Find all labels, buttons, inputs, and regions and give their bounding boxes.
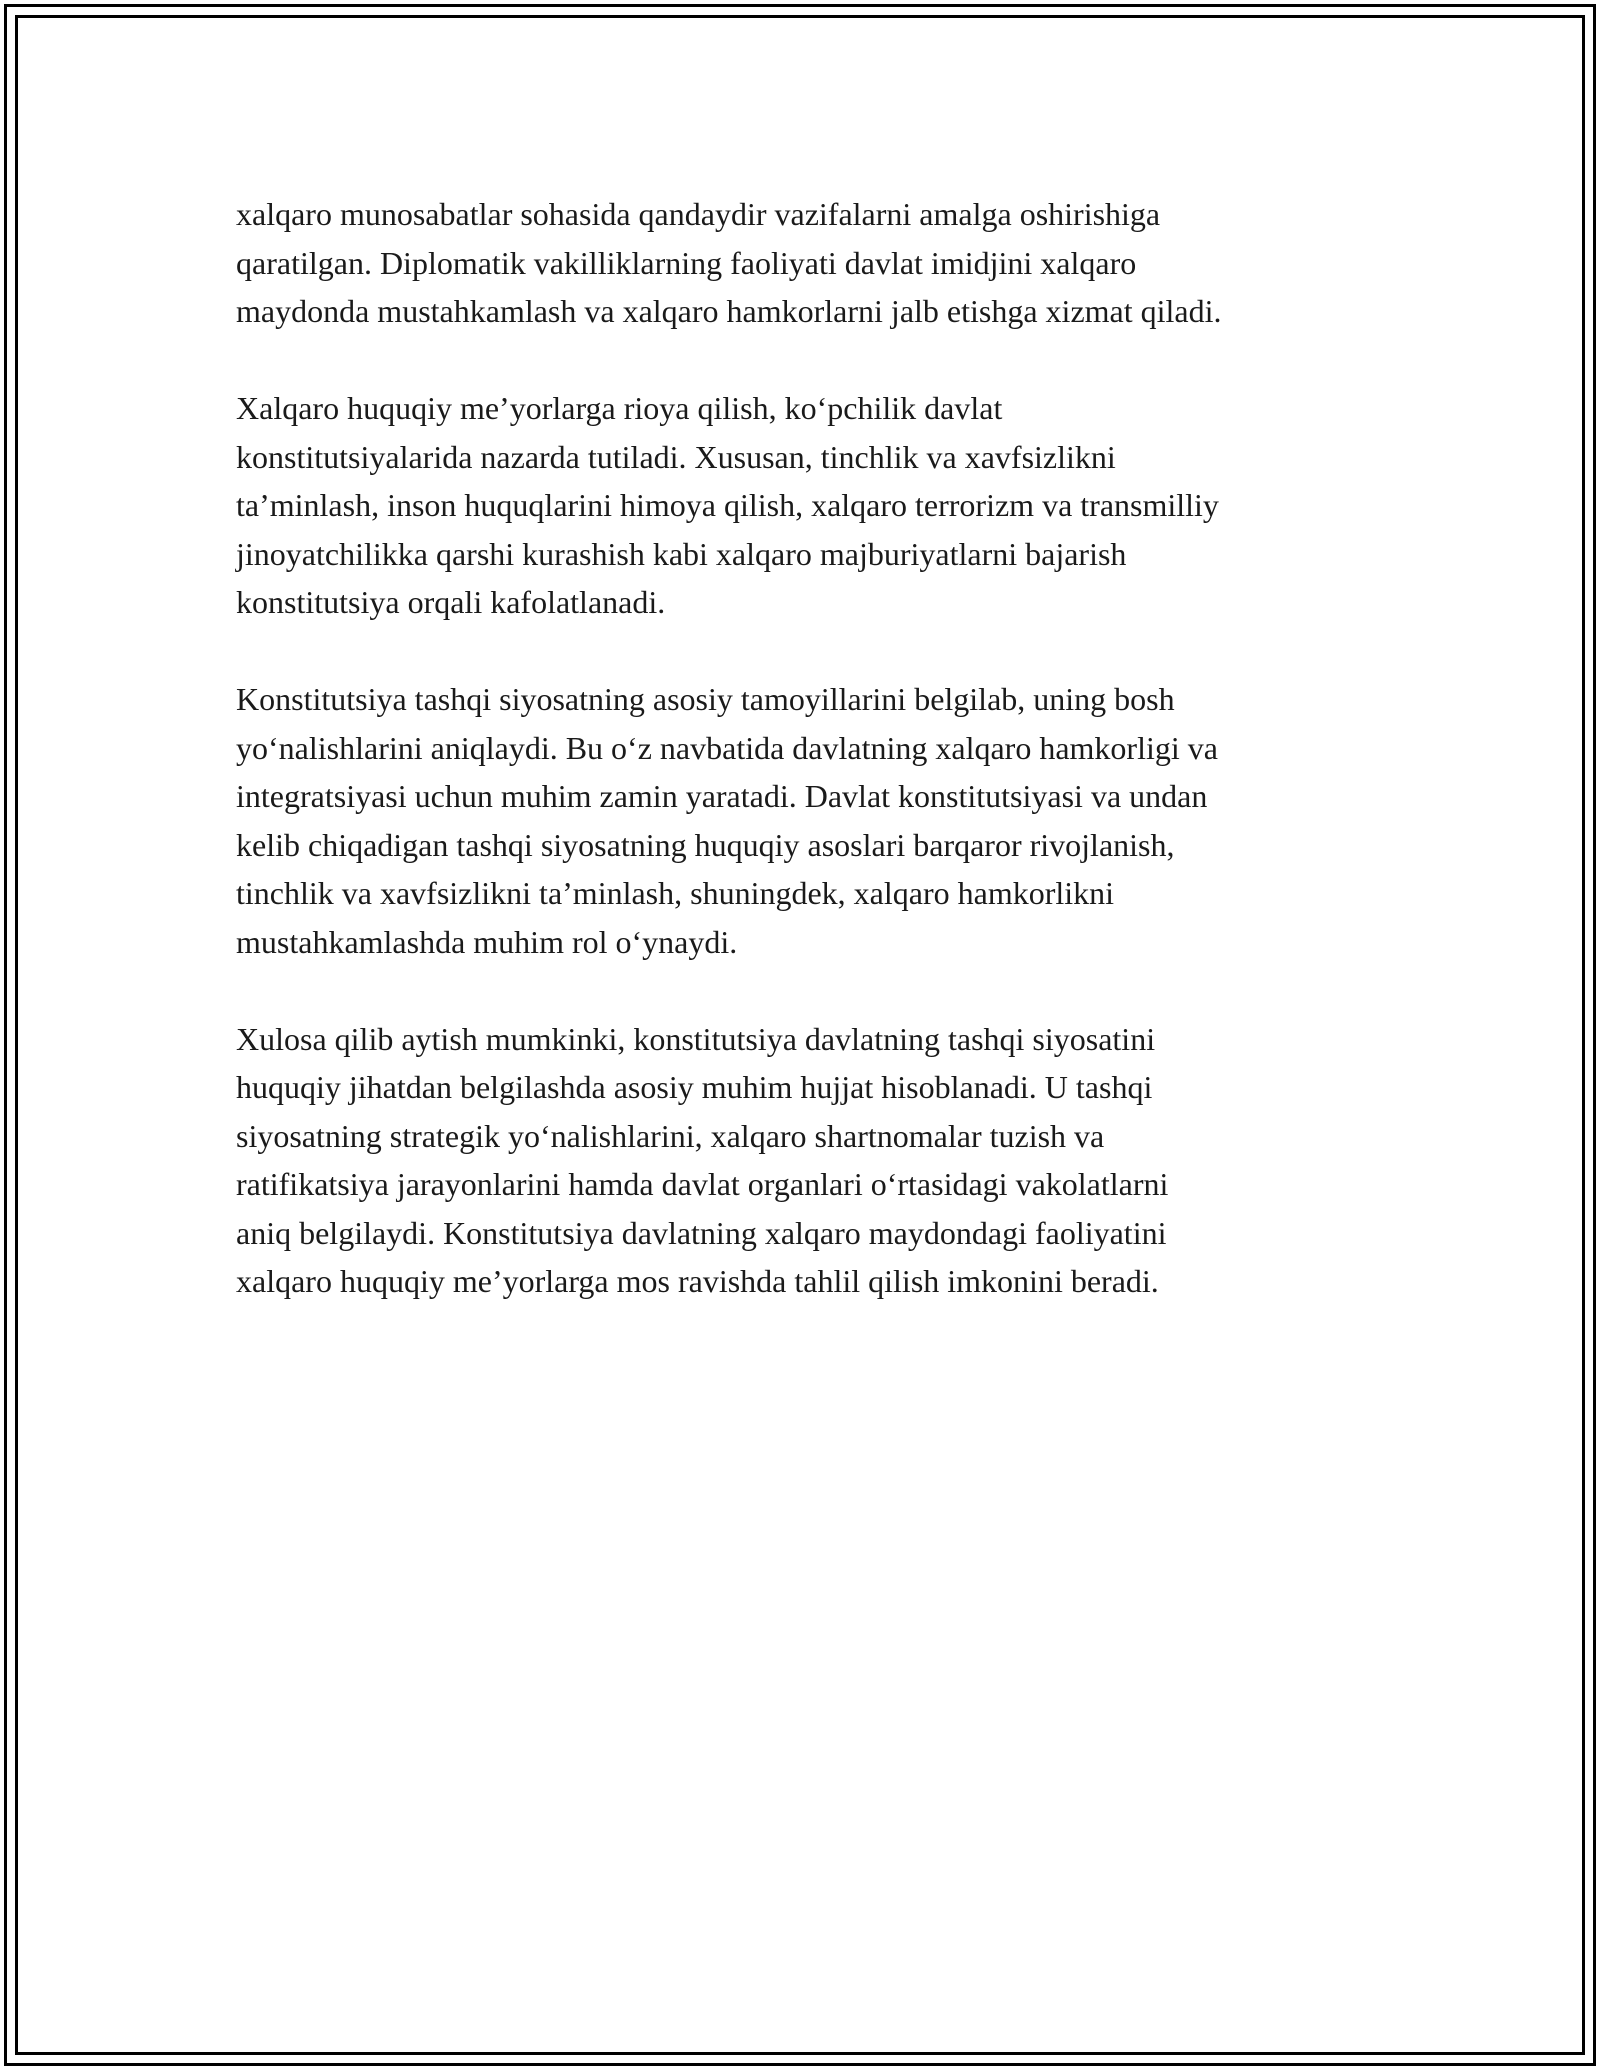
paragraph-foreign-policy-principles: [236, 675, 1386, 966]
text-line: jinoyatchilikka qarshi kurashish kabi xalqaro majburiyatlarni bajarish: [236, 535, 1127, 572]
text-line: mustahkamlashda muhim rol o‘ynaydi.: [236, 923, 738, 960]
paragraph-conclusion: [236, 1015, 1386, 1306]
text-line: yo‘nalishlarini aniqlaydi. Bu o‘z navbatida davlatning xalqaro hamkorligi va: [236, 729, 1218, 766]
text-line: kelib chiqadigan tashqi siyosatning huquqiy asoslari barqaror rivojlanish,: [236, 826, 1175, 863]
text-line: Xalqaro huquqiy me’yorlarga rioya qilish, ko‘pchilik davlat: [236, 390, 1003, 426]
text-line: konstitutsiya orqali kafolatlanadi.: [236, 584, 666, 620]
text-line: Xulosa qilib aytish mumkinki, konstitutsiya davlatning tashqi siyosatini: [236, 1020, 1156, 1057]
paragraph-international-norms: [236, 384, 1386, 627]
text-line: aniq belgilaydi. Konstitutsiya davlatning xalqaro maydondagi faoliyatini: [236, 1214, 1167, 1251]
text-line: maydonda mustahkamlash va xalqaro hamkorlarni jalb etishga xizmat qiladi.: [236, 293, 1222, 329]
text-line: xalqaro munosabatlar sohasida qandaydir vazifalarni amalga oshirishiga: [236, 196, 1161, 232]
text-line: ta’minlash, inson huquqlarini himoya qilish, xalqaro terrorizm va transmilliy: [236, 487, 1219, 523]
text-line: konstitutsiyalarida nazarda tutiladi. Xususan, tinchlik va xavfsizlikni: [236, 438, 1116, 475]
text-line: huquqiy jihatdan belgilashda asosiy muhim hujjat hisoblanadi. U tashqi: [236, 1069, 1153, 1105]
text-line: siyosatning strategik yo‘nalishlarini, xalqaro shartnomalar tuzish va: [236, 1117, 1105, 1154]
document-body: [236, 190, 1386, 1354]
paragraph-diplomatic-missions: [236, 190, 1386, 336]
text-line: Konstitutsiya tashqi siyosatning asosiy tamoyillarini belgilab, uning bosh: [236, 681, 1175, 717]
text-line: qaratilgan. Diplomatik vakilliklarning faoliyati davlat imidjini xalqaro: [236, 244, 1137, 281]
text-line: tinchlik va xavfsizlikni ta’minlash, shuningdek, xalqaro hamkorlikni: [236, 875, 1115, 911]
text-line: integratsiyasi uchun muhim zamin yaratadi. Davlat konstitutsiyasi va undan: [236, 778, 1208, 814]
text-line: ratifikatsiya jarayonlarini hamda davlat organlari o‘rtasidagi vakolatlarni: [236, 1166, 1169, 1202]
text-line: xalqaro huquqiy me’yorlarga mos ravishda tahlil qilish imkonini beradi.: [236, 1263, 1159, 1299]
